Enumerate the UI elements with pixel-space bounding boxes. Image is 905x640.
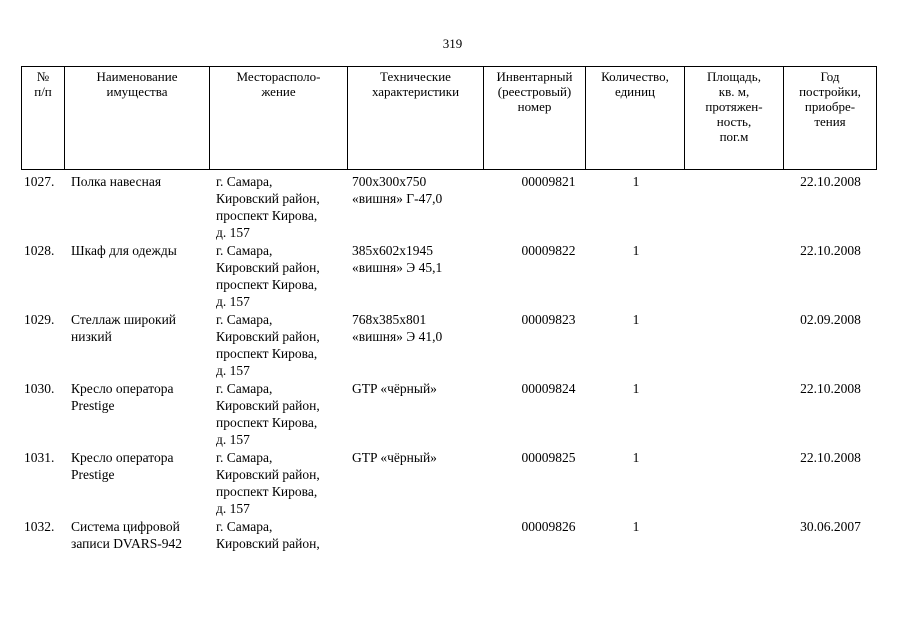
table-row (21, 173, 876, 242)
page-number: 319 (442, 36, 463, 51)
row-inventory: 00009823 (521, 312, 576, 327)
row-quantity: 1 (632, 174, 640, 189)
row-num: 1031. (24, 450, 55, 465)
row-num: 1028. (24, 243, 55, 258)
row-tech: GTP «чёрный» (352, 381, 437, 396)
row-inventory: 00009825 (521, 450, 576, 465)
row-year: 22.10.2008 (800, 174, 861, 189)
row-quantity: 1 (632, 312, 640, 327)
header-name: Наименование имущества (65, 67, 210, 170)
row-num: 1032. (24, 519, 55, 534)
header-location: Месторасполо- жение (210, 67, 348, 170)
row-location: г. Самара, Кировский район, (216, 519, 320, 551)
row-name: Стеллаж широкий низкий (71, 312, 177, 344)
row-name: Система цифровой записи DVARS-942 (71, 519, 182, 551)
row-quantity: 1 (632, 519, 640, 534)
table-row (21, 242, 876, 311)
row-location: г. Самара, Кировский район, проспект Кирова, д. 157 (216, 174, 320, 240)
row-year: 02.09.2008 (800, 312, 861, 327)
table-row (21, 449, 876, 518)
header-area: Площадь, кв. м, протяжен- ность, пог.м (685, 67, 784, 170)
row-name: Кресло оператора Prestige (71, 450, 174, 482)
row-year: 30.06.2007 (800, 519, 861, 534)
row-num: 1027. (24, 174, 55, 189)
row-location: г. Самара, Кировский район, проспект Кирова, д. 157 (216, 381, 320, 447)
row-inventory: 00009821 (521, 174, 576, 189)
header-inventory: Инвентарный (реестровый) номер (484, 67, 586, 170)
row-inventory: 00009824 (521, 381, 576, 396)
table-row (21, 311, 876, 380)
row-tech: 700x300x750 «вишня» Г-47,0 (352, 174, 443, 206)
header-num: № п/п (22, 67, 65, 170)
row-year: 22.10.2008 (800, 381, 861, 396)
row-quantity: 1 (632, 450, 640, 465)
row-tech: 385x602x1945 «вишня» Э 45,1 (352, 243, 443, 275)
row-quantity: 1 (632, 243, 640, 258)
row-year: 22.10.2008 (800, 243, 861, 258)
table-header (21, 66, 877, 170)
table-row (21, 380, 876, 449)
row-location: г. Самара, Кировский район, проспект Кирова, д. 157 (216, 312, 320, 378)
row-year: 22.10.2008 (800, 450, 861, 465)
table-body (21, 173, 876, 587)
row-location: г. Самара, Кировский район, проспект Кирова, д. 157 (216, 450, 320, 516)
row-inventory: 00009826 (521, 519, 576, 534)
row-quantity: 1 (632, 381, 640, 396)
row-tech: 768x385x801 «вишня» Э 41,0 (352, 312, 443, 344)
row-name: Шкаф для одежды (71, 243, 177, 258)
row-name: Кресло оператора Prestige (71, 381, 174, 413)
row-inventory: 00009822 (521, 243, 576, 258)
table-row (21, 518, 876, 587)
row-location: г. Самара, Кировский район, проспект Кирова, д. 157 (216, 243, 320, 309)
row-name: Полка навесная (71, 174, 162, 189)
row-tech: GTP «чёрный» (352, 450, 437, 465)
header-quantity: Количество, единиц (586, 67, 685, 170)
row-num: 1030. (24, 381, 55, 396)
header-year: Год постройки, приобре- тения (784, 67, 877, 170)
row-num: 1029. (24, 312, 55, 327)
header-tech: Технические характеристики (348, 67, 484, 170)
